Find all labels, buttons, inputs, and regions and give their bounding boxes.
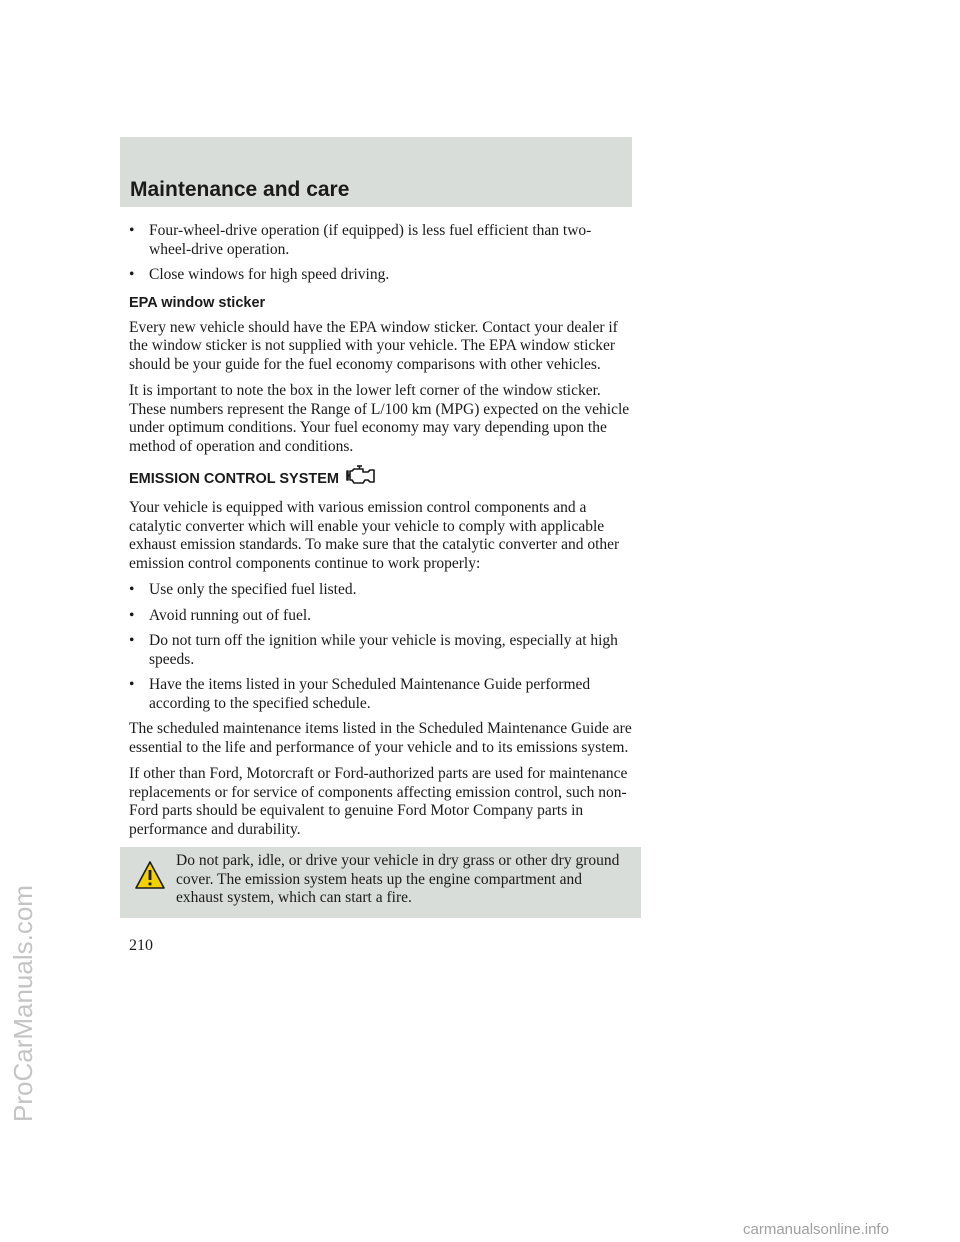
epa-heading: EPA window sticker [129, 294, 266, 311]
emission-paragraph-1: Your vehicle is equipped with various emission control components and a catalytic converter which will enable your vehicle to comply with applicable exhaust emission standards. To make sure that the catalytic converter and other emission control components continue to work properly: [129, 499, 620, 572]
warning-box [120, 847, 641, 918]
list-item [129, 266, 632, 285]
bullet-list-emission [129, 581, 632, 713]
warning-text: Do not park, idle, or drive your vehicle in dry grass or other dry ground cover. The emission system heats up the engine compartment and exhaust system, which can start a fire. [176, 852, 620, 906]
bullet-list-top [129, 222, 632, 285]
bullet-glyph: • [129, 632, 135, 649]
side-watermark: ProCarManuals.com [8, 885, 38, 1122]
list-item-text: Close windows for high speed driving. [149, 266, 390, 283]
list-item [129, 632, 632, 669]
engine-icon [345, 465, 379, 492]
list-item [129, 581, 632, 600]
emission-heading [129, 465, 632, 492]
warning-triangle-icon [134, 860, 166, 890]
page-number: 210 [129, 937, 153, 954]
list-item-text: Do not turn off the ignition while your vehicle is moving, especially at high speeds. [149, 632, 618, 668]
epa-paragraph-2: It is important to note the box in the lower left corner of the window sticker. These numbers represent the Range of L/100 km (MPG) expected on the vehicle under optimum conditions. Your fuel economy may vary depending upon the method of operation and conditions. [129, 382, 630, 455]
list-item-text: Avoid running out of fuel. [149, 606, 312, 624]
list-item [129, 676, 632, 713]
epa-paragraph-1: Every new vehicle should have the EPA window sticker. Contact your dealer if the window sticker is not supplied with your vehicle. The EPA window sticker should be your guide for the fuel economy comparisons with other vehicles. [129, 318, 618, 373]
bullet-glyph: • [129, 222, 135, 239]
list-item [129, 222, 632, 259]
footer-watermark: carmanualsonline.info [743, 1221, 889, 1238]
list-item [129, 607, 632, 626]
list-item-text: Use only the specified fuel listed. [149, 581, 357, 598]
emission-paragraph-3: If other than Ford, Motorcraft or Ford-authorized parts are used for maintenance replacements or for service of components affecting emission control, such non-Ford parts should be equivalent to genuine Ford Motor Company parts in performance and durability. [129, 765, 628, 838]
bullet-glyph: • [129, 266, 135, 283]
emission-heading-text: EMISSION CONTROL SYSTEM [129, 471, 340, 487]
bullet-glyph: • [129, 676, 135, 693]
bullet-glyph: • [129, 606, 135, 624]
section-header-band [120, 137, 632, 207]
bullet-glyph: • [129, 581, 135, 598]
list-item-text: Have the items listed in your Scheduled Maintenance Guide performed according to the specified schedule. [149, 676, 591, 712]
emission-paragraph-2: The scheduled maintenance items listed in the Scheduled Maintenance Guide are essential to the life and performance of your vehicle and to its emissions system. [129, 720, 632, 756]
section-title: Maintenance and care [130, 178, 350, 201]
list-item-text: Four-wheel-drive operation (if equipped) is less fuel efficient than two-wheel-drive operation. [149, 222, 592, 258]
page-content [129, 222, 632, 918]
